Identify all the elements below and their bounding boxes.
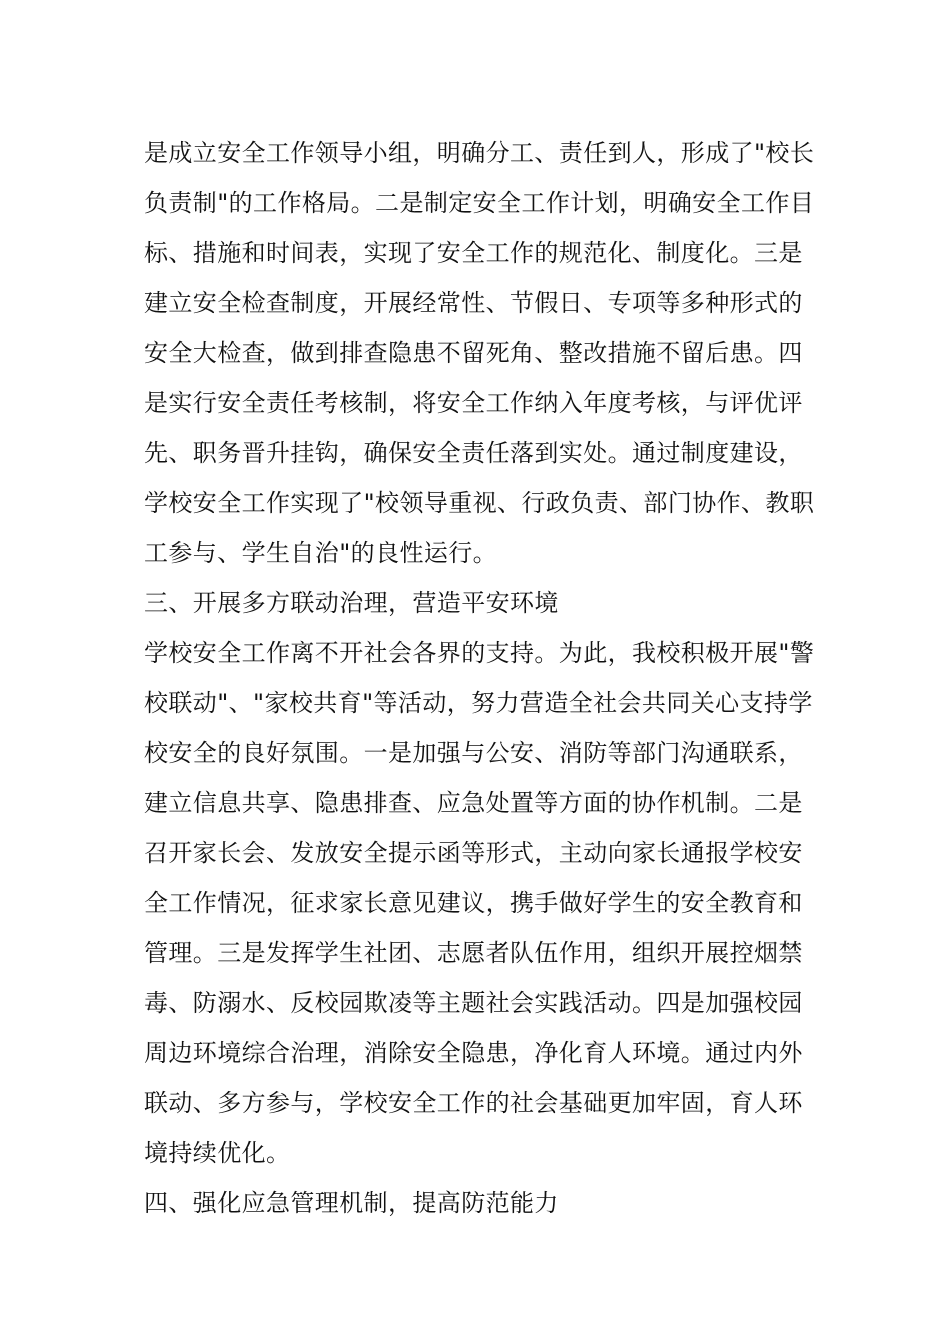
text-line: 工参与、学生自治"的良性运行。 [144, 539, 498, 567]
text-line: 建立安全检查制度，开展经常性、节假日、专项等多种形式的 [144, 289, 803, 317]
paragraph-multi-party-governance [144, 628, 815, 1178]
document-body [144, 128, 815, 1228]
text-line: 安全大检查，做到排查隐患不留死角、整改措施不留后患。四 [144, 339, 803, 367]
text-line: 联动、多方参与，学校安全工作的社会基础更加牢固，育人环 [144, 1089, 803, 1117]
text-line: 管理。三是发挥学生社团、志愿者队伍作用，组织开展控烟禁 [144, 939, 803, 967]
text-line: 是实行安全责任考核制，将安全工作纳入年度考核，与评优评 [144, 389, 803, 417]
section-heading-3: 三、开展多方联动治理，营造平安环境 [144, 589, 559, 617]
text-line: 负责制"的工作格局。二是制定安全工作计划，明确安全工作目 [144, 189, 815, 217]
text-line: 境持续优化。 [144, 1139, 291, 1167]
text-line: 召开家长会、发放安全提示函等形式，主动向家长通报学校安 [144, 839, 803, 867]
section-heading-4: 四、强化应急管理机制，提高防范能力 [144, 1189, 559, 1217]
text-line: 学校安全工作离不开社会各界的支持。为此，我校积极开展"警 [144, 639, 815, 667]
text-line: 先、职务晋升挂钩，确保安全责任落到实处。通过制度建设， [144, 439, 803, 467]
text-line: 毒、防溺水、反校园欺凌等主题社会实践活动。四是加强校园 [144, 989, 803, 1017]
paragraph-institutional-building [144, 128, 815, 578]
text-line: 校联动"、"家校共育"等活动，努力营造全社会共同关心支持学 [144, 689, 813, 717]
text-line: 全工作情况，征求家长意见建议，携手做好学生的安全教育和 [144, 889, 803, 917]
text-line: 周边环境综合治理，消除安全隐患，净化育人环境。通过内外 [144, 1039, 803, 1067]
text-line: 建立信息共享、隐患排查、应急处置等方面的协作机制。二是 [144, 789, 803, 817]
text-line: 学校安全工作实现了"校领导重视、行政负责、部门协作、教职 [144, 489, 815, 517]
text-line: 标、措施和时间表，实现了安全工作的规范化、制度化。三是 [144, 239, 803, 267]
text-line: 是成立安全工作领导小组，明确分工、责任到人，形成了"校长 [144, 139, 815, 167]
text-line: 校安全的良好氛围。一是加强与公安、消防等部门沟通联系， [144, 739, 803, 767]
